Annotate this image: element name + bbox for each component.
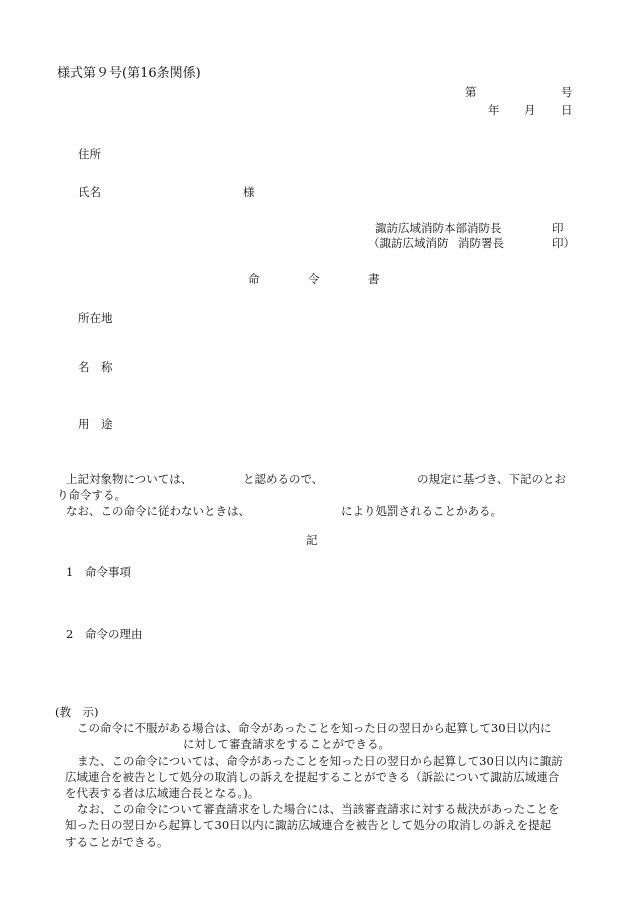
form-number: 様式第９号(第16条関係) xyxy=(57,66,201,81)
doc-number-suffix: 号 xyxy=(561,85,573,99)
body-line3-part1: なお、この命令に従わないときは、 xyxy=(66,504,250,518)
notice-p2-line2: 広域連合を被告として処分の取消しの訴えを提起することができる（訴訟について諏訪広域連合 xyxy=(65,769,560,784)
station-open: （諏訪広域消防 xyxy=(368,236,449,250)
notice-p1-line1: この命令に不服がある場合は、命令があったことを知った日の翌日から起算して30日以内に xyxy=(77,721,552,736)
address-label: 住所 xyxy=(78,147,101,161)
item-2-label: 命令の理由 xyxy=(85,627,143,641)
issuer-title: 諏訪広域消防本部消防長 xyxy=(375,221,502,235)
body-line2: り命令する。 xyxy=(57,488,126,502)
honorific: 様 xyxy=(243,185,255,199)
issuer-seal: 印 xyxy=(552,221,564,235)
notice-p2-line3: を代表する者は広域連合長となる。)。 xyxy=(65,786,260,801)
body-line1-part3: の規定に基づき、下記のとお xyxy=(417,472,567,486)
notice-heading: (教 示) xyxy=(55,705,99,719)
station-seal: 印） xyxy=(552,236,575,250)
notice-p2-line1: また、この命令については、命令があったことを知った日の翌日から起算して30日以内に諏訪 xyxy=(77,753,563,768)
facility-name-label: 名 称 xyxy=(78,360,113,374)
name-label: 氏名 xyxy=(78,185,101,199)
location-label: 所在地 xyxy=(78,311,113,325)
body-line3-part2: により処罰されることかある。 xyxy=(341,504,502,518)
notice-p3-line1: なお、この命令について審査請求をした場合には、当該審査請求に対する裁決があったことを xyxy=(77,802,560,817)
notice-p1-line2: に対して審査請求をすることができる。 xyxy=(183,737,390,752)
body-line1-part2: と認めるので、 xyxy=(243,472,324,486)
ki-mark: 記 xyxy=(306,533,318,547)
item-1-label: 命令事項 xyxy=(85,565,131,579)
date-day: 日 xyxy=(561,103,573,117)
use-label: 用 途 xyxy=(78,417,113,431)
station-title: 消防署長 xyxy=(458,236,504,250)
heading-char-3: 書 xyxy=(368,272,380,286)
heading-char-1: 命 xyxy=(248,272,260,286)
date-year: 年 xyxy=(488,103,500,117)
notice-p3-line3: することができる。 xyxy=(65,834,169,849)
body-line1-part1: 上記対象物については、 xyxy=(66,472,193,486)
heading-char-2: 令 xyxy=(308,272,320,286)
item-2-number: 2 xyxy=(66,627,74,641)
doc-number-prefix: 第 xyxy=(465,85,477,99)
item-1-number: 1 xyxy=(66,565,74,579)
notice-p3-line2: 知った日の翌日から起算して30日以内に諏訪広域連合を被告として処分の取消しの訴えを提起 xyxy=(65,818,552,833)
date-month: 月 xyxy=(524,103,536,117)
notice-block xyxy=(55,704,595,850)
